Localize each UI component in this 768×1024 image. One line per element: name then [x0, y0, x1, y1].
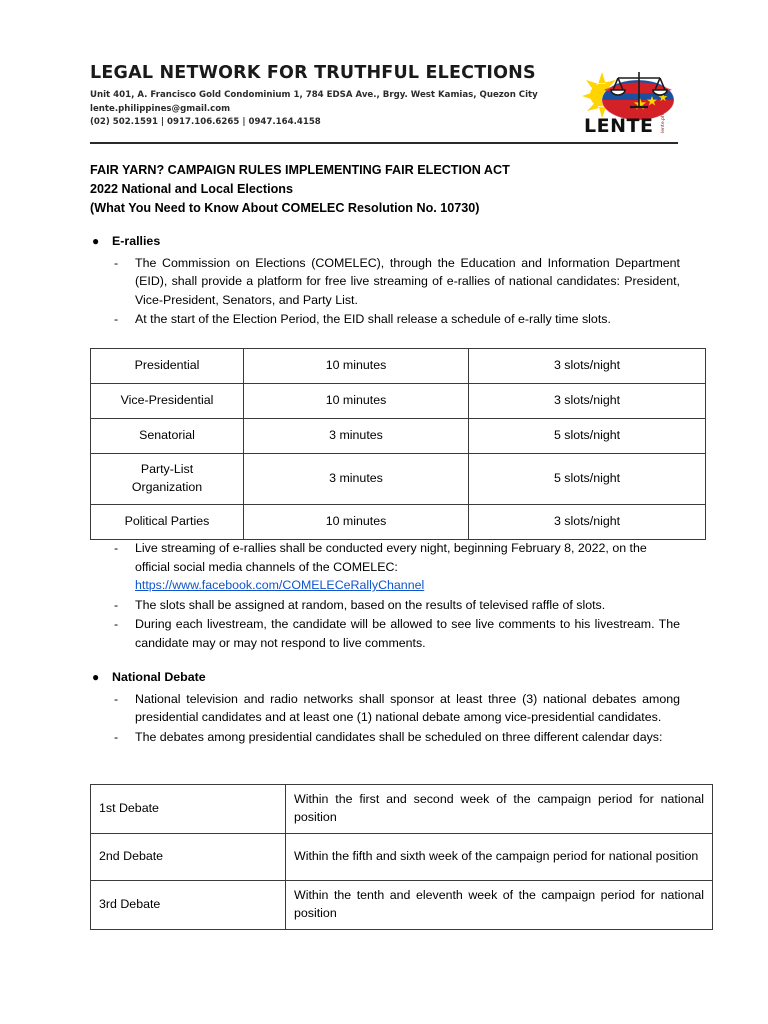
- organization-name: LEGAL NETWORK FOR TRUTHFUL ELECTIONS: [90, 63, 536, 83]
- dash-icon: -: [114, 597, 119, 612]
- cell-slots: 3 slots/night: [469, 349, 706, 384]
- erally-item-2-text: At the start of the Election Period, the EID shall release a schedule of e-rally time slots.: [135, 312, 611, 327]
- contact-block: [90, 89, 538, 131]
- document-title: [90, 161, 690, 218]
- cell-slots: 5 slots/night: [469, 454, 706, 505]
- erally-item-2: [90, 310, 680, 329]
- table-row: [91, 834, 713, 881]
- dash-icon: -: [114, 729, 119, 744]
- erally-item-3: [90, 539, 680, 595]
- dash-icon: -: [114, 691, 119, 706]
- cell-duration: 10 minutes: [244, 384, 469, 419]
- cell-duration: 3 minutes: [244, 419, 469, 454]
- section-national-debate: [90, 668, 680, 747]
- cell-duration: 3 minutes: [244, 454, 469, 505]
- cell-debate-label: 2nd Debate: [91, 834, 286, 881]
- title-line-3: (What You Need to Know About COMELEC Resolution No. 10730): [90, 201, 480, 216]
- dash-icon: -: [114, 541, 119, 555]
- title-line-1: FAIR YARN? CAMPAIGN RULES IMPLEMENTING FAIR ELECTION ACT: [90, 163, 510, 177]
- cell-position-line-1: Party-List: [140, 462, 194, 477]
- erally-item-1: [90, 254, 680, 310]
- erally-item-4: [90, 596, 680, 615]
- email-address: lente.philippines@gmail.com: [90, 103, 231, 114]
- cell-slots: 3 slots/night: [469, 505, 706, 540]
- section-erallies-continued: [90, 539, 680, 654]
- table-row: [91, 384, 706, 419]
- heading-national-debate: [90, 668, 680, 687]
- heading-erallies-label: E-rallies: [112, 234, 161, 248]
- cell-position: [91, 454, 244, 505]
- office-address: Unit 401, A. Francisco Gold Condominium 1, 784 EDSA Ave., Brgy. West Kamias, Quezon City: [90, 89, 538, 100]
- lente-logo: [580, 64, 676, 136]
- table-row: [91, 505, 706, 540]
- erally-item-5: [90, 615, 680, 652]
- cell-duration: 10 minutes: [244, 349, 469, 384]
- debate-item-2: [90, 728, 680, 747]
- erally-item-5-text: During each livestream, the candidate will be allowed to see live comments to his livestream. The candidate may or may not respond to live comments.: [135, 617, 680, 651]
- table-row: [91, 349, 706, 384]
- cell-slots: 5 slots/night: [469, 419, 706, 454]
- bullet-icon: ●: [92, 670, 100, 684]
- header-divider: [90, 142, 678, 144]
- cell-debate-schedule: Within the tenth and eleventh week of the campaign period for national position: [286, 881, 713, 930]
- phone-numbers: (02) 502.1591 | 0917.106.6265 | 0947.164.4158: [90, 117, 321, 128]
- debate-item-1-text: National television and radio networks shall sponsor at least three (3) national debates among presidential candidates and at least one (1) national debate among vice-presidential candidates.: [135, 691, 680, 725]
- cell-slots: 3 slots/night: [469, 384, 706, 419]
- logo-tagline: lente.ph: [661, 114, 666, 133]
- title-line-2: 2022 National and Local Elections: [90, 182, 293, 197]
- dash-icon: -: [114, 255, 119, 270]
- dash-icon: -: [114, 312, 119, 327]
- erally-item-4-text: The slots shall be assigned at random, based on the results of televised raffle of slots.: [135, 597, 606, 612]
- cell-position: Presidential: [91, 349, 244, 384]
- debate-item-2-text: The debates among presidential candidates shall be scheduled on three different calendar days:: [135, 729, 663, 744]
- cell-position-line-2: Organization: [131, 480, 203, 494]
- cell-position: Political Parties: [91, 505, 244, 540]
- debate-item-1: [90, 690, 680, 727]
- table-row: [91, 419, 706, 454]
- letterhead: [90, 64, 678, 136]
- table-row: [91, 881, 713, 930]
- section-erallies: [90, 232, 680, 330]
- bullet-icon: ●: [92, 234, 100, 248]
- cell-debate-label: 1st Debate: [91, 785, 286, 834]
- heading-national-debate-label: National Debate: [112, 670, 206, 684]
- debate-schedule-table: [90, 784, 713, 930]
- table-row: [91, 785, 713, 834]
- cell-position: Vice-Presidential: [91, 384, 244, 419]
- cell-debate-schedule: Within the fifth and sixth week of the campaign period for national position: [286, 834, 713, 881]
- table-row: [91, 454, 706, 505]
- cell-debate-label: 3rd Debate: [91, 881, 286, 930]
- erally-item-3-text: Live streaming of e-rallies shall be conducted every night, beginning February 8, 2022, on the official social media channels of the COMELEC:: [135, 541, 647, 574]
- erally-slots-table: [90, 348, 706, 540]
- logo-wordmark: LENTE: [584, 115, 654, 136]
- cell-debate-schedule: Within the first and second week of the campaign period for national position: [286, 785, 713, 834]
- cell-duration: 10 minutes: [244, 505, 469, 540]
- comelec-erally-channel-link[interactable]: https://www.facebook.com/COMELECeRallyChannel: [135, 578, 425, 593]
- dash-icon: -: [114, 617, 119, 632]
- erally-item-1-text: The Commission on Elections (COMELEC), through the Education and Information Department (EID), shall provide a platform for free live streaming of e-rallies of national candidates: President, Vice-President, Senators, and Party List.: [135, 255, 680, 307]
- cell-position: Senatorial: [91, 419, 244, 454]
- heading-erallies: [90, 232, 680, 251]
